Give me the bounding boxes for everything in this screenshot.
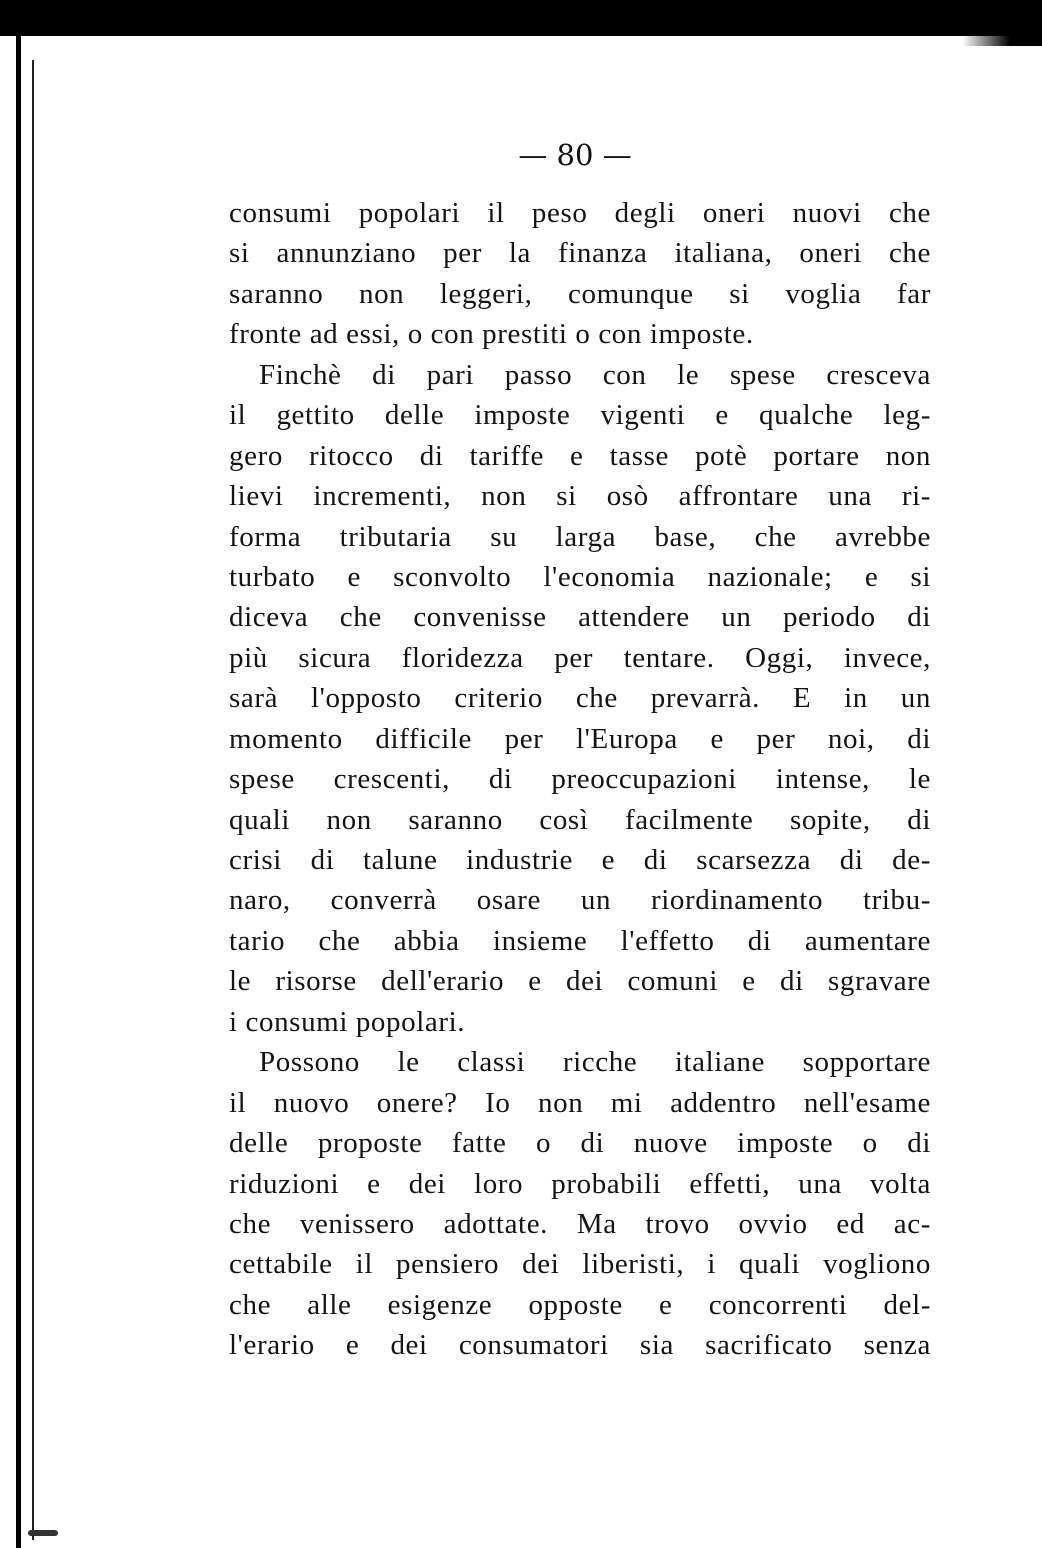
- text-line: naro, converrà osare un riordinamento tribu-: [229, 884, 931, 917]
- text-line: saranno non leggeri, comunque si voglia far: [229, 277, 931, 310]
- text-line: riduzioni e dei loro probabili effetti, una volta: [229, 1167, 931, 1200]
- text-line: turbato e sconvolto l'economia nazionale; e si: [229, 560, 931, 593]
- text-line: fronte ad essi, o con prestiti o con imposte.: [229, 318, 754, 351]
- text-line: Finchè di pari passo con le spese cresceva: [259, 358, 931, 391]
- text-line: il nuovo onere? Io non mi addentro nell'esame: [229, 1086, 931, 1119]
- text-line: più sicura floridezza per tentare. Oggi, invece,: [229, 641, 931, 674]
- scan-top-border-taper: [962, 36, 1042, 46]
- text-line: le risorse dell'erario e dei comuni e di sgravare: [229, 965, 931, 998]
- text-line: i consumi popolari.: [229, 1005, 466, 1038]
- scan-left-inner-border: [32, 60, 34, 1540]
- text-line: quali non saranno così facilmente sopite, di: [229, 803, 931, 836]
- scan-smudge: [28, 1530, 58, 1536]
- text-line: forma tributaria su larga base, che avrebbe: [229, 520, 931, 553]
- body-text: [229, 193, 931, 1366]
- text-line: spese crescenti, di preoccupazioni intense, le: [229, 763, 931, 796]
- text-line: cettabile il pensiero dei liberisti, i quali vogliono: [229, 1248, 931, 1281]
- text-line: lievi incrementi, non si osò affrontare una ri-: [229, 480, 931, 513]
- text-line: tario che abbia insieme l'effetto di aumentare: [229, 924, 931, 957]
- text-line: delle proposte fatte o di nuove imposte o di: [229, 1127, 931, 1160]
- text-line: diceva che convenisse attendere un periodo di: [229, 601, 931, 634]
- text-line: consumi popolari il peso degli oneri nuovi che: [229, 197, 931, 229]
- text-line: gero ritocco di tariffe e tasse potè portare non: [229, 439, 931, 472]
- text-line: che venissero adottate. Ma trovo ovvio ed ac-: [229, 1207, 931, 1240]
- text-line: si annunziano per la finanza italiana, oneri che: [229, 237, 931, 270]
- text-line: sarà l'opposto criterio che prevarrà. E in un: [229, 682, 931, 715]
- text-line: crisi di talune industrie e di scarsezza di de-: [229, 844, 931, 876]
- scan-left-border: [16, 36, 21, 1548]
- text-line: momento difficile per l'Europa e per noi, di: [229, 722, 931, 755]
- page-number: — 80 —: [518, 138, 632, 172]
- text-line: il gettito delle imposte vigenti e qualche leg-: [229, 399, 931, 432]
- text-line: che alle esigenze opposte e concorrenti del-: [229, 1288, 931, 1321]
- scan-top-border: [0, 0, 1042, 36]
- text-line: l'erario e dei consumatori sia sacrificato senza: [229, 1329, 931, 1362]
- text-line: Possono le classi ricche italiane sopportare: [259, 1046, 931, 1079]
